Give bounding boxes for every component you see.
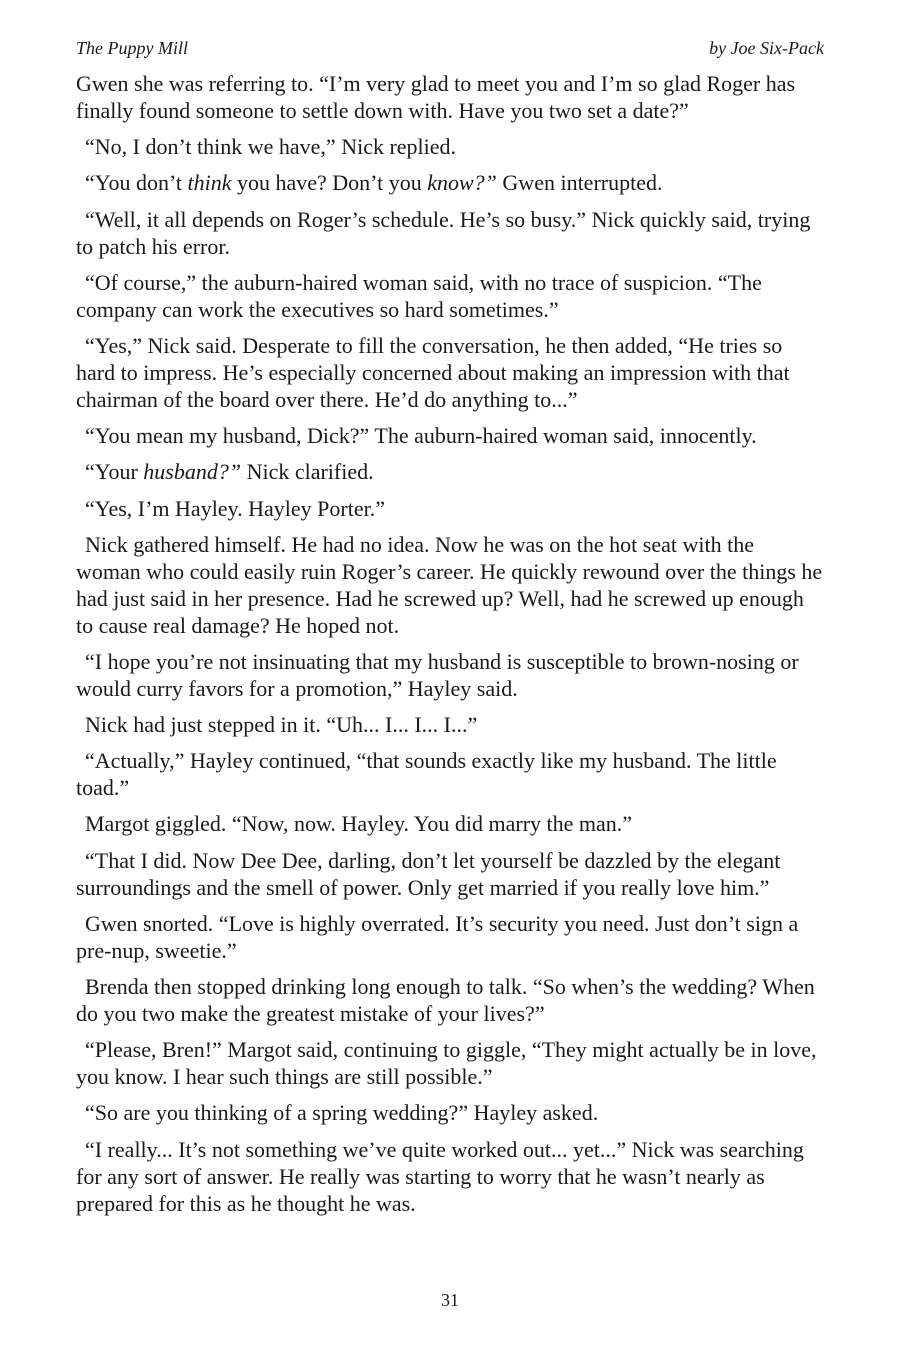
italic-text: think bbox=[187, 170, 232, 196]
paragraph bbox=[76, 458, 824, 485]
paragraph bbox=[76, 910, 824, 964]
paragraph bbox=[76, 133, 824, 160]
paragraph-text: “Your bbox=[85, 459, 144, 485]
paragraph-text: Gwen interrupted. bbox=[496, 170, 663, 196]
paragraph-text: “I hope you’re not insinuating that my husband is susceptible to brown-nosing or would curry favors for a promotion,” Hayley said. bbox=[76, 648, 799, 701]
paragraph-text: “You mean my husband, Dick?” The auburn-haired woman said, innocently. bbox=[85, 423, 757, 449]
paragraph bbox=[76, 332, 824, 413]
paragraph-text: Nick clarified. bbox=[241, 459, 374, 485]
paragraph bbox=[76, 1136, 824, 1217]
paragraph-text: Gwen snorted. “Love is highly overrated. It’s security you need. Just don’t sign a pre-nup, sweetie.” bbox=[76, 910, 799, 963]
paragraph bbox=[76, 648, 824, 702]
paragraph-text: “I really... It’s not something we’ve quite worked out... yet...” Nick was searching for any sort of answer. He really was starting to worry that he wasn’t nearly as prepared for this as he thought he was. bbox=[76, 1136, 804, 1216]
paragraph bbox=[76, 531, 824, 639]
paragraph-text: Nick gathered himself. He had no idea. Now he was on the hot seat with the woman who could easily ruin Roger’s career. He quickly rewound over the things he had just said in her presence. Had he screwed up? Well, had he screwed up enough to cause real damage? He hoped not. bbox=[76, 531, 823, 638]
paragraph bbox=[76, 495, 824, 522]
paragraph-text: Margot giggled. “Now, now. Hayley. You did marry the man.” bbox=[85, 811, 633, 837]
paragraph bbox=[76, 422, 824, 449]
paragraph-text: Gwen she was referring to. “I’m very glad to meet you and I’m so glad Roger has finally found someone to settle down with. Have you two set a date?” bbox=[76, 71, 796, 123]
italic-text: know?” bbox=[427, 170, 497, 196]
paragraph-text: “That I did. Now Dee Dee, darling, don’t let yourself be dazzled by the elegant surroundings and the smell of power. Only get married if you really love him.” bbox=[76, 847, 781, 900]
paragraph-text: “So are you thinking of a spring wedding?” Hayley asked. bbox=[85, 1100, 599, 1126]
header-book-title: The Puppy Mill bbox=[76, 38, 188, 58]
paragraph bbox=[76, 206, 824, 260]
body-text bbox=[76, 70, 824, 1226]
paragraph-text: “You don’t bbox=[85, 170, 188, 196]
paragraph-text: “Yes, I’m Hayley. Hayley Porter.” bbox=[85, 495, 385, 521]
paragraph-text: “Well, it all depends on Roger’s schedule. He’s so busy.” Nick quickly said, trying to patch his error. bbox=[76, 206, 811, 259]
paragraph-text: “No, I don’t think we have,” Nick replied. bbox=[85, 134, 457, 160]
page-number: 31 bbox=[441, 1290, 459, 1310]
paragraph-text: “Yes,” Nick said. Desperate to fill the conversation, he then added, “He tries so hard to impress. He’s especially concerned about making an impression with that chairman of the board over there. He’d do anything to...” bbox=[76, 332, 790, 412]
paragraph bbox=[76, 711, 824, 738]
paragraph bbox=[76, 847, 824, 901]
paragraph bbox=[76, 70, 824, 124]
paragraph-text: “Actually,” Hayley continued, “that sounds exactly like my husband. The little toad.” bbox=[76, 748, 777, 801]
paragraph-text: Brenda then stopped drinking long enough to talk. “So when’s the wedding? When do you two make the greatest mistake of your lives?” bbox=[76, 974, 815, 1026]
paragraph bbox=[76, 269, 824, 323]
paragraph bbox=[76, 1099, 824, 1126]
paragraph-text: you have? Don’t you bbox=[231, 170, 428, 196]
paragraph-text: “Please, Bren!” Margot said, continuing to giggle, “They might actually be in love, you know. I hear such things are still possible.” bbox=[76, 1037, 817, 1090]
paragraph-text: Nick had just stepped in it. “Uh... I... I... I...” bbox=[85, 712, 478, 738]
paragraph bbox=[76, 1036, 824, 1090]
header-author: by Joe Six-Pack bbox=[709, 38, 824, 58]
paragraph bbox=[76, 810, 824, 837]
paragraph bbox=[76, 169, 824, 196]
italic-text: husband?” bbox=[143, 459, 242, 485]
paragraph-text: “Of course,” the auburn-haired woman said, with no trace of suspicion. “The company can work the executives so hard sometimes.” bbox=[76, 269, 762, 322]
book-page bbox=[76, 0, 824, 1350]
paragraph bbox=[76, 747, 824, 801]
paragraph bbox=[76, 973, 824, 1027]
running-header bbox=[76, 38, 824, 62]
